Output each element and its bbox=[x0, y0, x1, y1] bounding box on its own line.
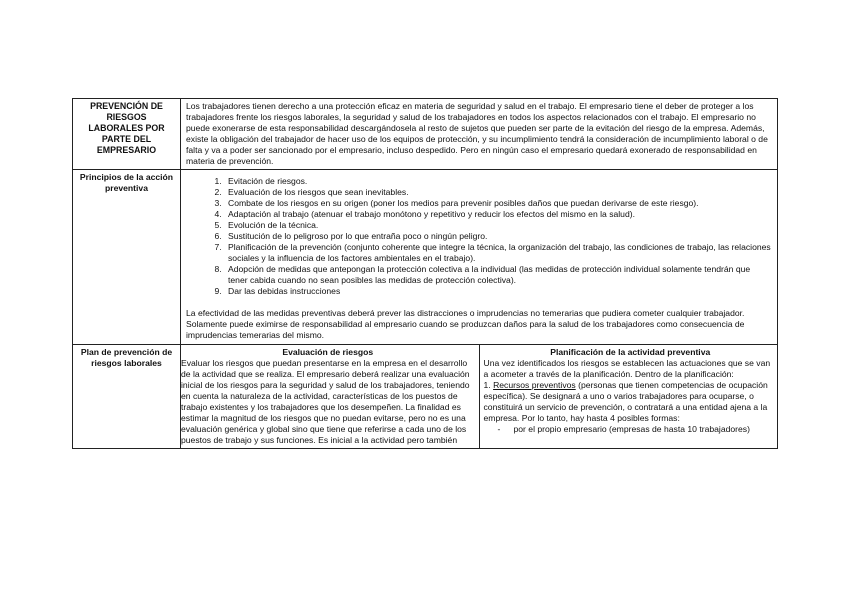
planning-column bbox=[479, 345, 777, 448]
list-item: 7. Planificación de la prevención (conjunto coherente que integre la técnica, la organización del trabajo, las condiciones de trabajo, las relaciones sociales y la influencia de los factores ambientales en el trabajo). bbox=[224, 242, 772, 264]
list-item: 6. Sustitución de lo peligroso por lo que entraña poco o ningún peligro. bbox=[224, 231, 772, 242]
resources-number: 1. bbox=[483, 380, 491, 390]
evaluation-text: Evaluar los riesgos que puedan presentarse en la empresa en el desarrollo de la actividad que se realiza. El empresario deberá realizar una evaluación inicial de los riesgos para la seguridad y salud de los trabajadores, teniendo en cuenta la naturaleza de la actividad, características de los puestos de trabajo existentes y los trabajadores que los desempeñen. La finalidad es estimar la magnitud de los riesgos que no puedan evitarse, pero no es una evaluación genérica y global sino que tiene que referirse a cada uno de los puestos de trabajo y sus funciones. Es inicial a la actividad pero también bbox=[181, 358, 470, 445]
principles-list bbox=[186, 176, 772, 297]
list-item bbox=[484, 424, 778, 435]
row-label-principles: Principios de la acción preventiva bbox=[73, 170, 181, 345]
table-row bbox=[73, 345, 778, 449]
resources-text: (personas que tienen competencias de ocupación específica). Se designará a uno o varios trabajadores para ocuparse, o constituirá un servicio de prevención, o contratará a una entidad ajena a la empresa. Por lo tanto, hay hasta 4 posibles formas: bbox=[483, 380, 768, 423]
list-item: 9. Dar las debidas instrucciones bbox=[224, 286, 772, 297]
resources-label: Recursos preventivos bbox=[493, 380, 576, 390]
list-item: 4. Adaptación al trabajo (atenuar el trabajo monótono y repetitivo y reducir los efectos del mismo en la salud). bbox=[224, 209, 772, 220]
dash-bullet-icon: - bbox=[497, 424, 501, 434]
plan-subtable bbox=[181, 345, 777, 448]
list-item: 2. Evaluación de los riesgos que sean inevitables. bbox=[224, 187, 772, 198]
table-row bbox=[73, 170, 778, 345]
resources-paragraph bbox=[484, 380, 778, 424]
prevention-table bbox=[72, 98, 778, 449]
evaluation-column bbox=[181, 345, 479, 448]
list-item: 1. Evitación de riesgos. bbox=[224, 176, 772, 187]
list-item: 5. Evolución de la técnica. bbox=[224, 220, 772, 231]
paragraph: Los trabajadores tienen derecho a una protección eficaz en materia de seguridad y salud en el trabajo. El empresario tiene el deber de proteger a los trabajadores frente los riesgos laborales, la seguridad y salud de los trabajadores en todos los aspectos relacionados con el trabajo. El empresario no puede exonerarse de esta responsabilidad descargándosela al resto de sujetos que pueden ser parte de la evitación del riesgo de la empresa. Además, existe la obligación del trabajador de hacer uso de los equipos de protección, y su incumplimiento tendrá la consideración de incumplimiento laboral o de falta y va a poder ser sancionado por el empresario, incluso despedido. Pero en ningún caso el empresario quedará exonerado de responsabilidad en materia de prevención. bbox=[186, 101, 768, 166]
principles-cell bbox=[181, 170, 778, 345]
list-item: 8. Adopción de medidas que antepongan la protección colectiva a la individual (las medidas de protección individual solamente tendrán que tener cabida cuando no sean posibles las medidas de protección colectiva). bbox=[224, 264, 772, 286]
plan-cell bbox=[181, 345, 778, 449]
row-label-plan: Plan de prevención de riesgos laborales bbox=[73, 345, 181, 449]
form-text: por el propio empresario (empresas de hasta 10 trabajadores) bbox=[513, 424, 750, 434]
planning-title: Planificación de la actividad preventiva bbox=[550, 347, 711, 357]
row-label-employer-duty: PREVENCIÓN DE RIESGOS LABORALES POR PARTE DEL EMPRESARIO bbox=[73, 99, 181, 170]
list-item: 3. Combate de los riesgos en su origen (poner los medios para prevenir posibles daños que puedan derivarse de este riesgo). bbox=[224, 198, 772, 209]
evaluation-title: Evaluación de riesgos bbox=[282, 347, 374, 357]
planning-intro: Una vez identificados los riesgos se establecen las actuaciones que se van a acometer a través de la planificación. Dentro de la planificación: bbox=[483, 358, 771, 379]
employer-duty-text bbox=[181, 99, 778, 170]
table-row bbox=[73, 99, 778, 170]
principles-conclusion: La efectividad de las medidas preventivas deberá prever las distracciones o imprudencias no temerarias que pudiera cometer cualquier trabajador. Solamente puede eximirse de responsabilidad al empresario cuando se produzcan daños para la salud de los trabajadores como consecuencia de imprudencias temerarias del mismo. bbox=[186, 308, 745, 340]
